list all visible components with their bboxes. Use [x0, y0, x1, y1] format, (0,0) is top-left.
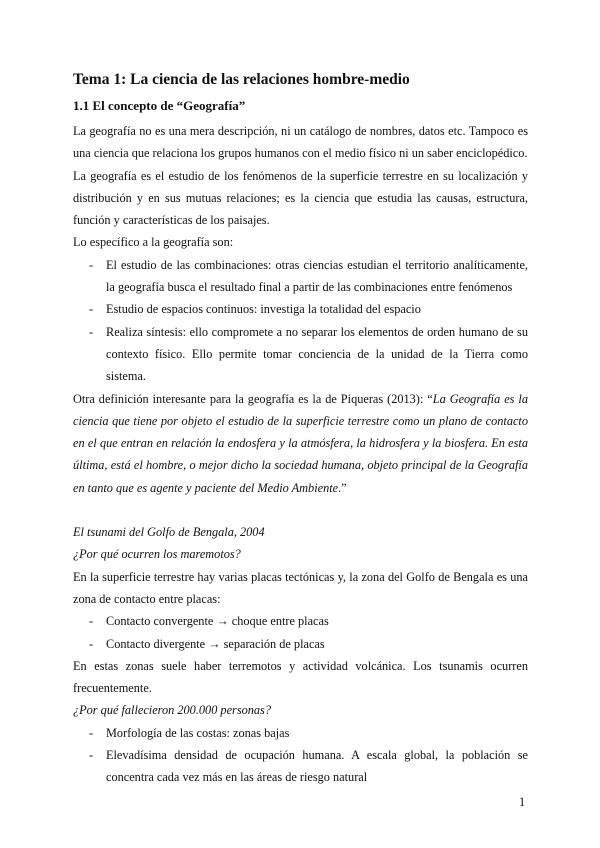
case-study-title: El tsunami del Golfo de Bengala, 2004 — [73, 525, 265, 540]
page-title: Tema 1: La ciencia de las relaciones hombre-medio — [73, 71, 410, 88]
paragraph-5: En la superficie terrestre hay varias placas tectónicas y, la zona del Golfo de Bengala es una zona de contacto entre placas: — [73, 569, 528, 606]
paragraph-3: Lo específico a la geografía son: — [73, 235, 234, 250]
definition-quote: La Geografía es la ciencia que tiene por objeto el estudio de la superficie terrestre como un plano de contacto en el que entran en relación la endosfera y la atmósfera, la hidrosfera y la biosfera. En esta última, está el hombre, o mejor dicho la sociedad humana, objeto principal de la Geografía en tanto que es agente y paciente del Medio Ambiente — [73, 391, 528, 495]
list-item — [73, 744, 528, 789]
list-item-text: Estudio de espacios continuos: investiga la totalidad del espacio — [106, 302, 421, 317]
bullet-dash: - — [89, 257, 94, 272]
list-item-text: Contacto convergente → choque entre placas — [106, 614, 329, 629]
paragraph-2: La geografía es el estudio de los fenómenos de la superficie terrestre en su localización y distribución y en sus mutuas relaciones; es la ciencia que estudia las causas, estructura, función y características de los paisajes. — [73, 168, 528, 228]
list-item-text: Realiza síntesis: ello compromete a no separar los elementos de orden humano de su contexto físico. Ello permite tomar conciencia de la unidad de la Tierra como sistema. — [106, 324, 528, 384]
page-content — [73, 70, 528, 789]
list-item — [73, 321, 528, 388]
list-item — [73, 633, 528, 655]
bullet-dash: - — [89, 748, 94, 763]
paragraph-6: En estas zonas suele haber terremotos y actividad volcánica. Los tsunamis ocurren frecuentemente. — [73, 658, 528, 696]
list-item — [73, 254, 528, 299]
list-item — [73, 298, 528, 320]
question-1: ¿Por qué ocurren los maremotos? — [73, 547, 241, 562]
list-item-text: Contacto divergente → separación de placas — [106, 636, 325, 651]
bullet-dash: - — [89, 614, 94, 629]
list-item-text: Elevadísima densidad de ocupación humana. A escala global, la población se concentra cada vez más en las áreas de riesgo natural — [106, 748, 528, 785]
causes-list — [73, 722, 528, 789]
bullet-dash: - — [89, 636, 94, 651]
paragraph-definition — [73, 388, 528, 499]
paragraph-1: La geografía no es una mera descripción, ni un catálogo de nombres, datos etc. Tampoco es una ciencia que relaciona los grupos humanos con el medio físico ni un saber enciclopédico. — [73, 124, 528, 161]
list-item-text: El estudio de las combinaciones: otras ciencias estudian el territorio analíticamente, la geografía busca el resultado final a partir de las combinaciones entre fenómenos — [106, 257, 528, 295]
contact-list — [73, 610, 528, 655]
question-2: ¿Por qué fallecieron 200.000 personas? — [73, 703, 271, 718]
section-heading: 1.1 El concepto de “Geografía” — [73, 98, 246, 113]
list-item-text: Morfología de las costas: zonas bajas — [106, 725, 290, 740]
bullet-dash: - — [89, 324, 94, 339]
bullet-dash: - — [89, 725, 94, 740]
blank-line — [73, 499, 528, 521]
definition-intro: Otra definición interesante para la geografía es la de Piqueras (2013): “ — [73, 391, 433, 406]
definition-end: .” — [338, 480, 347, 495]
list-item — [73, 722, 528, 744]
bullet-dash: - — [89, 302, 94, 317]
specifics-list — [73, 254, 528, 388]
list-item — [73, 610, 528, 632]
page-number: 1 — [519, 795, 526, 809]
